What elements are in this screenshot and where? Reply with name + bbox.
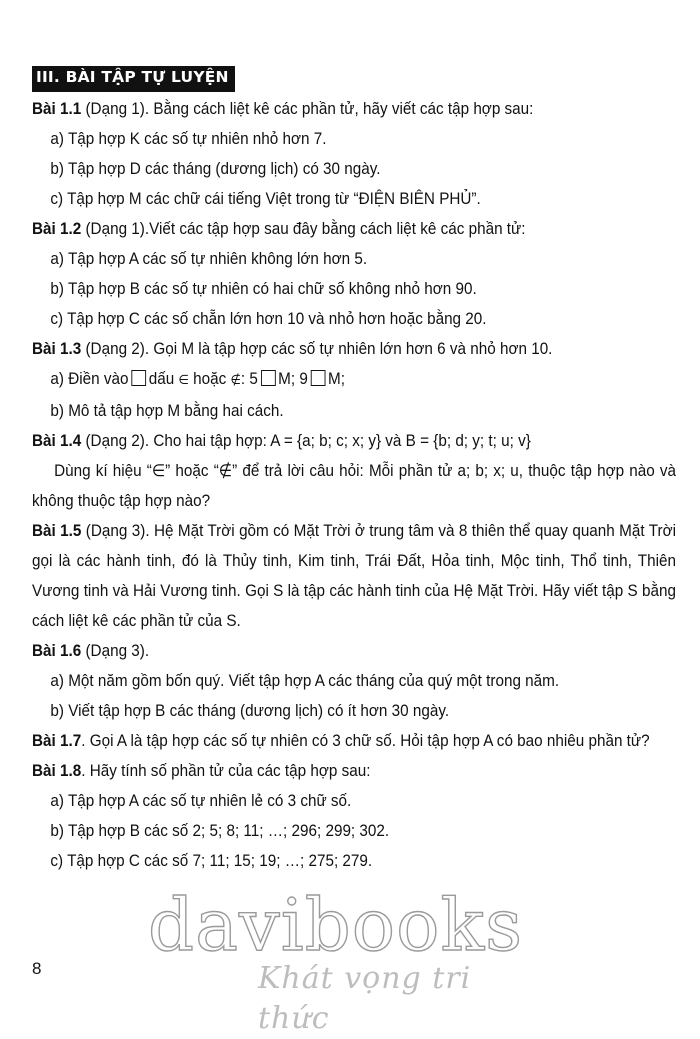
exercise-body: . Gọi A là tập hợp các số tự nhiên có 3 chữ số. Hỏi tập hợp A có bao nhiêu phần tử? — [81, 731, 650, 750]
exercise-intro: (Dạng 3). — [81, 641, 150, 660]
empty-box-icon — [131, 370, 146, 386]
exercise-1-3-b: b) Mô tả tập hợp M bằng hai cách. — [50, 401, 284, 420]
exercise-1-2-c: c) Tập hợp C các số chẵn lớn hơn 10 và nhỏ hơn hoặc bằng 20. — [50, 309, 487, 328]
exercise-intro: (Dạng 1).Viết các tập hợp sau đây bằng cách liệt kê các phần tử: — [81, 219, 526, 238]
exercise-1-7 — [32, 726, 676, 756]
exercise-label: Bài 1.1 — [32, 99, 82, 118]
exercise-label: Bài 1.2 — [32, 219, 82, 238]
text: a) Điền vào — [50, 369, 129, 388]
text: hoặc — [193, 369, 227, 388]
exercise-1-4-body: Dùng kí hiệu “∈” hoặc “∉” để trả lời câu hỏi: Mỗi phần tử a; b; x; u, thuộc tập hợp nào và không thuộc tập hợp nào? — [32, 461, 676, 510]
section-title: III. BÀI TẬP TỰ LUYỆN — [32, 66, 235, 92]
exercise-label: Bài 1.6 — [32, 641, 82, 660]
exercise-1-1-b: b) Tập hợp D các tháng (dương lịch) có 30 ngày. — [50, 159, 381, 178]
text: M; 9 — [278, 369, 308, 388]
exercise-intro: (Dạng 2). Cho hai tập hợp: A = {a; b; c; x; y} và B = {b; d; y; t; u; v} — [81, 431, 531, 450]
empty-box-icon — [311, 370, 326, 386]
text: dấu — [148, 369, 175, 388]
exercise-label: Bài 1.7 — [32, 731, 82, 750]
exercise-1-4 — [32, 426, 630, 456]
element-of-symbol: ∈ — [178, 373, 189, 388]
exercise-label: Bài 1.4 — [32, 431, 82, 450]
text: M; — [328, 369, 346, 388]
exercise-1-2-b: b) Tập hợp B các số tự nhiên có hai chữ số không nhỏ hơn 90. — [50, 279, 477, 298]
exercise-1-6 — [32, 636, 630, 666]
exercise-1-8-a: a) Tập hợp A các số tự nhiên lẻ có 3 chữ số. — [50, 791, 352, 810]
empty-box-icon — [261, 370, 276, 386]
exercise-intro: (Dạng 2). Gọi M là tập hợp các số tự nhiên lớn hơn 6 và nhỏ hơn 10. — [81, 339, 553, 358]
page-number: 8 — [32, 959, 42, 978]
exercise-1-1-c: c) Tập hợp M các chữ cái tiếng Việt trong từ “ĐIỆN BIÊN PHỦ”. — [50, 189, 481, 208]
exercise-label: Bài 1.5 — [32, 521, 82, 540]
exercise-1-6-b: b) Viết tập hợp B các tháng (dương lịch) có ít hơn 30 ngày. — [50, 701, 450, 720]
exercise-body: (Dạng 3). Hệ Mặt Trời gồm có Mặt Trời ở trung tâm và 8 thiên thể quay quanh Mặt Trời gọi là các hành tinh, đó là Thủy tinh, Kim tinh, Trái Đất, Hỏa tinh, Mộc tinh, Thổ tinh, Thiên Vương tinh và Hải Vương tinh. Gọi S là tập các hành tinh của Hệ Mặt Trời. Hãy viết tập S bằng cách liệt kê các phần tử của S. — [32, 521, 676, 630]
exercise-label: Bài 1.3 — [32, 339, 82, 358]
exercise-1-8 — [32, 756, 630, 786]
exercise-1-3-a — [32, 364, 630, 396]
exercise-1-3 — [32, 334, 630, 364]
exercise-1-8-c: c) Tập hợp C các số 7; 11; 15; 19; …; 275; 279. — [50, 851, 373, 870]
exercise-1-1 — [32, 94, 630, 124]
logo-tagline: Khát vọng tri thức — [258, 961, 472, 1036]
exercise-1-2 — [32, 214, 630, 244]
exercise-1-6-a: a) Một năm gồm bốn quý. Viết tập hợp A các tháng của quý một trong năm. — [50, 671, 560, 690]
logo-wordmark: davibooks — [148, 883, 524, 967]
exercise-1-2-a: a) Tập hợp A các số tự nhiên không lớn hơn 5. — [50, 249, 368, 268]
publisher-watermark — [148, 883, 548, 1036]
not-element-of-symbol: ∉ — [230, 373, 241, 388]
text: : 5 — [240, 369, 258, 388]
exercise-1-8-b: b) Tập hợp B các số 2; 5; 8; 11; …; 296; 299; 302. — [50, 821, 390, 840]
exercise-1-1-a: a) Tập hợp K các số tự nhiên nhỏ hơn 7. — [50, 129, 327, 148]
exercise-intro: (Dạng 1). Bằng cách liệt kê các phần tử, hãy viết các tập hợp sau: — [81, 99, 534, 118]
exercise-label: Bài 1.8 — [32, 761, 82, 780]
exercise-1-5 — [32, 516, 676, 636]
exercise-intro: . Hãy tính số phần tử của các tập hợp sau: — [81, 761, 371, 780]
page-content — [32, 66, 682, 876]
